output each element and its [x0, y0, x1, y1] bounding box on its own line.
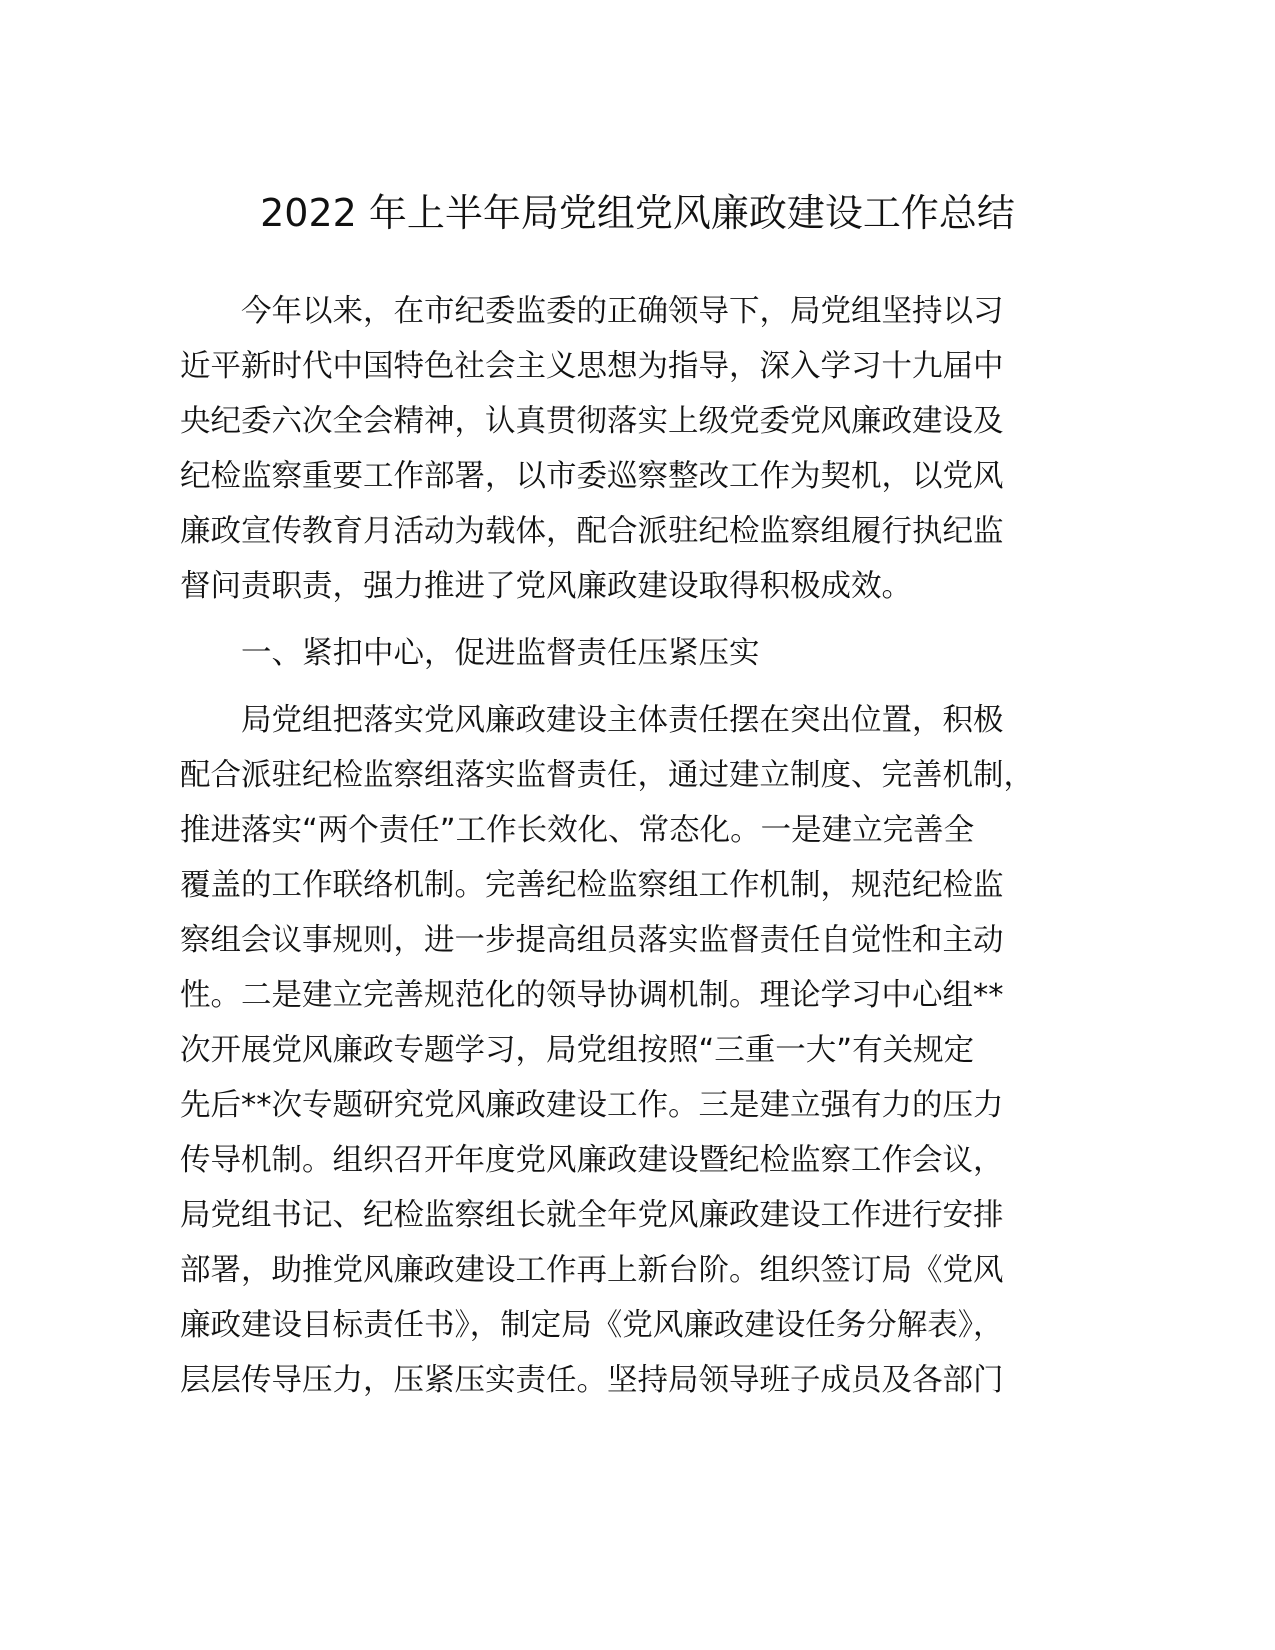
paragraph-line: 今年以来，在市纪委监委的正确领导下，局党组坚持以习	[241, 294, 1004, 329]
paragraph-line: 廉政宣传教育月活动为载体，配合派驻纪检监察组履行执纪监	[180, 514, 1004, 549]
paragraph-line: 性。二是建立完善规范化的领导协调机制。理论学习中心组**	[180, 978, 1004, 1013]
paragraph-line: 先后**次专题研究党风廉政建设工作。三是建立强有力的压力	[180, 1088, 1004, 1123]
paragraph-line: 局党组把落实党风廉政建设主体责任摆在突出位置，积极	[241, 703, 1004, 738]
paragraph-line: 近平新时代中国特色社会主义思想为指导，深入学习十九届中	[180, 349, 1004, 384]
paragraph-line: 局党组书记、纪检监察组长就全年党风廉政建设工作进行安排	[180, 1198, 1004, 1233]
paragraph-line: 纪检监察重要工作部署，以市委巡察整改工作为契机，以党风	[180, 459, 1004, 494]
paragraph-line: 覆盖的工作联络机制。完善纪检监察组工作机制，规范纪检监	[180, 868, 1004, 903]
paragraph-line: 央纪委六次全会精神，认真贯彻落实上级党委党风廉政建设及	[180, 404, 1004, 439]
paragraph-line: 推进落实“两个责任”工作长效化、常态化。一是建立完善全	[180, 813, 975, 848]
paragraph-line: 配合派驻纪检监察组落实监督责任，通过建立制度、完善机制，	[180, 758, 1034, 793]
paragraph-line: 廉政建设目标责任书》，制定局《党风廉政建设任务分解表》，	[180, 1308, 1004, 1343]
paragraph-line: 次开展党风廉政专题学习，局党组按照“三重一大”有关规定	[180, 1033, 975, 1068]
paragraph-line: 督问责职责，强力推进了党风廉政建设取得积极成效。	[180, 569, 912, 604]
paragraph-line: 层层传导压力，压紧压实责任。坚持局领导班子成员及各部门	[180, 1363, 1004, 1398]
paragraph-line: 察组会议事规则，进一步提高组员落实监督责任自觉性和主动	[180, 923, 1004, 958]
document-title: 2022 年上半年局党组党风廉政建设工作总结	[260, 191, 1015, 235]
paragraph-line: 部署，助推党风廉政建设工作再上新台阶。组织签订局《党风	[180, 1253, 1004, 1288]
section-heading: 一、紧扣中心，促进监督责任压紧压实	[241, 636, 760, 671]
paragraph-line: 传导机制。组织召开年度党风廉政建设暨纪检监察工作会议，	[180, 1143, 1004, 1178]
